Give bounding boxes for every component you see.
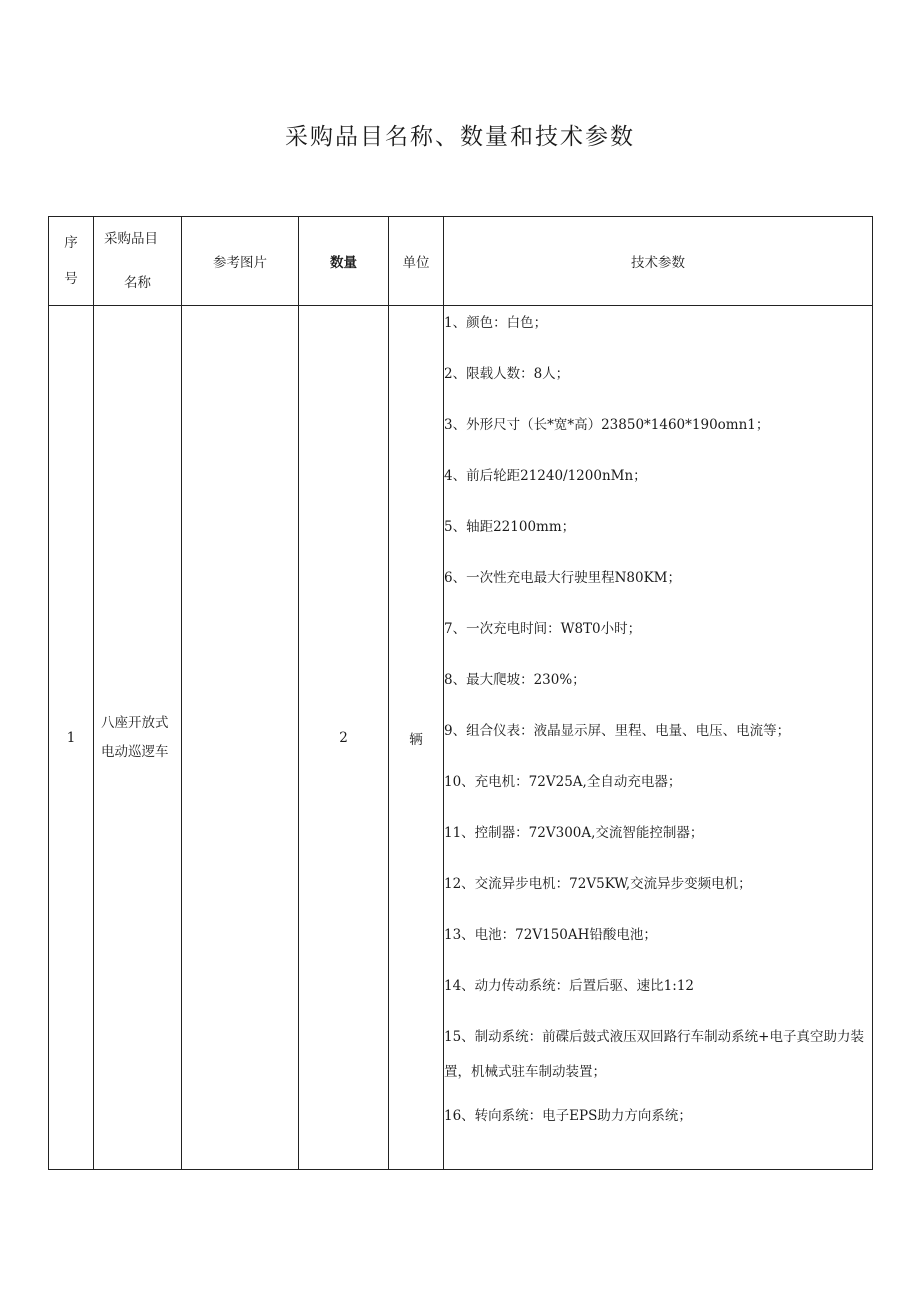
header-quantity: 数量 — [299, 217, 389, 306]
spec-item: 11、控制器：72V300A,交流智能控制器； — [444, 825, 704, 841]
spec-item: 1、颜色：白色； — [444, 315, 548, 331]
row-index: 1 — [49, 306, 94, 1170]
table-row — [49, 306, 873, 1170]
header-item-name — [94, 217, 182, 306]
header-item-name-line1: 采购品目 — [104, 231, 158, 247]
spec-item: 4、前后轮距21240/1200nMn； — [444, 468, 647, 484]
table-header-row — [49, 217, 873, 306]
spec-item: 9、组合仪表：液晶显示屏、里程、电量、电压、电流等； — [444, 723, 791, 739]
row-item-name-line2: 电动巡逻车 — [101, 743, 169, 760]
row-item-name — [94, 306, 182, 1170]
spec-item: 8、最大爬坡：230%； — [444, 672, 586, 688]
spec-item: 12、交流异步电机：72V5KW,交流异步变频电机； — [444, 876, 752, 892]
header-specs: 技术参数 — [444, 217, 873, 306]
spec-item: 5、轴距22100mm； — [444, 519, 576, 535]
spec-item: 7、一次充电时间：W8T0小时； — [444, 621, 642, 637]
row-item-name-line1: 八座开放式 — [101, 714, 169, 731]
page-title: 采购品目名称、数量和技术参数 — [285, 124, 635, 150]
spec-item: 15、制动系统：前碟后鼓式液压双回路行车制动系统+电子真空助力装置，机械式驻车制动装置； — [444, 1029, 864, 1080]
header-index-line2: 号 — [64, 271, 78, 287]
row-specs — [444, 306, 873, 1170]
spec-item: 13、电池：72V150AH铅酸电池； — [444, 927, 657, 943]
header-unit: 单位 — [389, 217, 444, 306]
spec-item: 14、动力传动系统：后置后驱、速比1:12 — [444, 978, 694, 994]
row-unit: 辆 — [389, 306, 444, 1170]
header-index — [49, 217, 94, 306]
spec-item: 10、充电机：72V25A,全自动充电器； — [444, 774, 682, 790]
spec-item: 16、转向系统：电子EPS助力方向系统； — [444, 1108, 692, 1124]
row-quantity: 2 — [299, 306, 389, 1170]
spec-item: 6、一次性充电最大行驶里程N80KM； — [444, 570, 681, 586]
header-index-line1: 序 — [64, 235, 78, 251]
spec-item: 3、外形尺寸（长*宽*高）23850*1460*190omn1； — [444, 417, 770, 433]
row-reference-image — [182, 306, 299, 1170]
spec-item: 2、限载人数：8人； — [444, 366, 570, 382]
procurement-table — [48, 216, 873, 1170]
header-item-name-line2: 名称 — [124, 275, 151, 291]
header-reference-image: 参考图片 — [182, 217, 299, 306]
